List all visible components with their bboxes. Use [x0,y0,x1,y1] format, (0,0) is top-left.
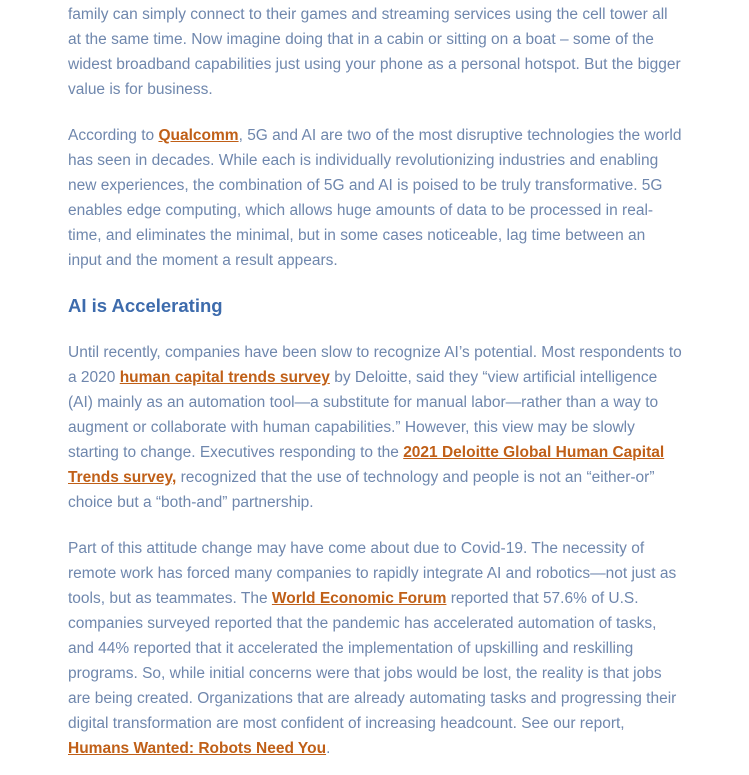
link-humans-wanted-robots-need-you[interactable]: Humans Wanted: Robots Need You [68,740,327,757]
link-qualcomm[interactable]: Qualcomm [158,127,239,144]
paragraph-text: recognized that the use of technology and people is not an “either-or” choice but a “both-and” partnership. [68,469,655,511]
heading-ai-is-accelerating: AI is Accelerating [68,295,223,316]
paragraph-deloitte-trends [68,340,682,515]
link-world-economic-forum[interactable]: World Economic Forum [271,590,447,607]
paragraph-text: , 5G and AI are two of the most disruptive technologies the world has seen in decades. While each is individually revolutionizing industries and enabling new experiences, the combination of 5G and AI is poised to be truly transformative. 5G enables edge computing, which allows huge amounts of data to be processed in real-time, and eliminates the minimal, but in some cases noticeable, lag time between an input and the moment a result appears. [68,127,682,269]
paragraph-text: . [326,740,331,757]
paragraph-text: Part of this attitude change may have come about due to Covid-19. The necessity of remote work has forced many companies to rapidly integrate AI and robotics—not just as tools, but as teammates. The [68,540,677,607]
paragraph-text: reported that 57.6% of U.S. companies surveyed reported that the pandemic has accelerated automation of tasks, and 44% reported that it accelerated the implementation of upskilling and reskilling programs. So, while initial concerns were that jobs would be lost, the reality is that jobs are being created. Organizations that are already automating tasks and progressing their digital transformation are most confident of increasing headcount. See our report, [68,590,677,732]
paragraph-text: Until recently, companies have been slow to recognize AI’s potential. Most respondents to a 2020 [68,344,682,386]
paragraph-qualcomm-5g-ai [68,123,682,273]
paragraph-text: According to [68,127,159,144]
paragraph-text: family can simply connect to their games and streaming services using the cell tower all at the same time. Now imagine doing that in a cabin or sitting on a boat – some of the widest broadband capabilities just using your phone as a personal hotspot. But the bigger value is for business. [68,6,681,98]
paragraph-covid-automation [68,536,682,761]
paragraph-text: by Deloitte, said they “view artificial intelligence (AI) mainly as an automation tool—a substitute for manual labor—rather than a way to augment or collaborate with human capabilities.” However, this view may be slowly starting to change. Executives responding to the [68,369,659,461]
link-2021-deloitte-global-human-capital-trends-survey[interactable]: 2021 Deloitte Global Human Capital Trends survey, [68,444,665,486]
link-human-capital-trends-survey[interactable]: human capital trends survey [119,369,330,386]
paragraph-personal-hotspot [68,2,682,102]
